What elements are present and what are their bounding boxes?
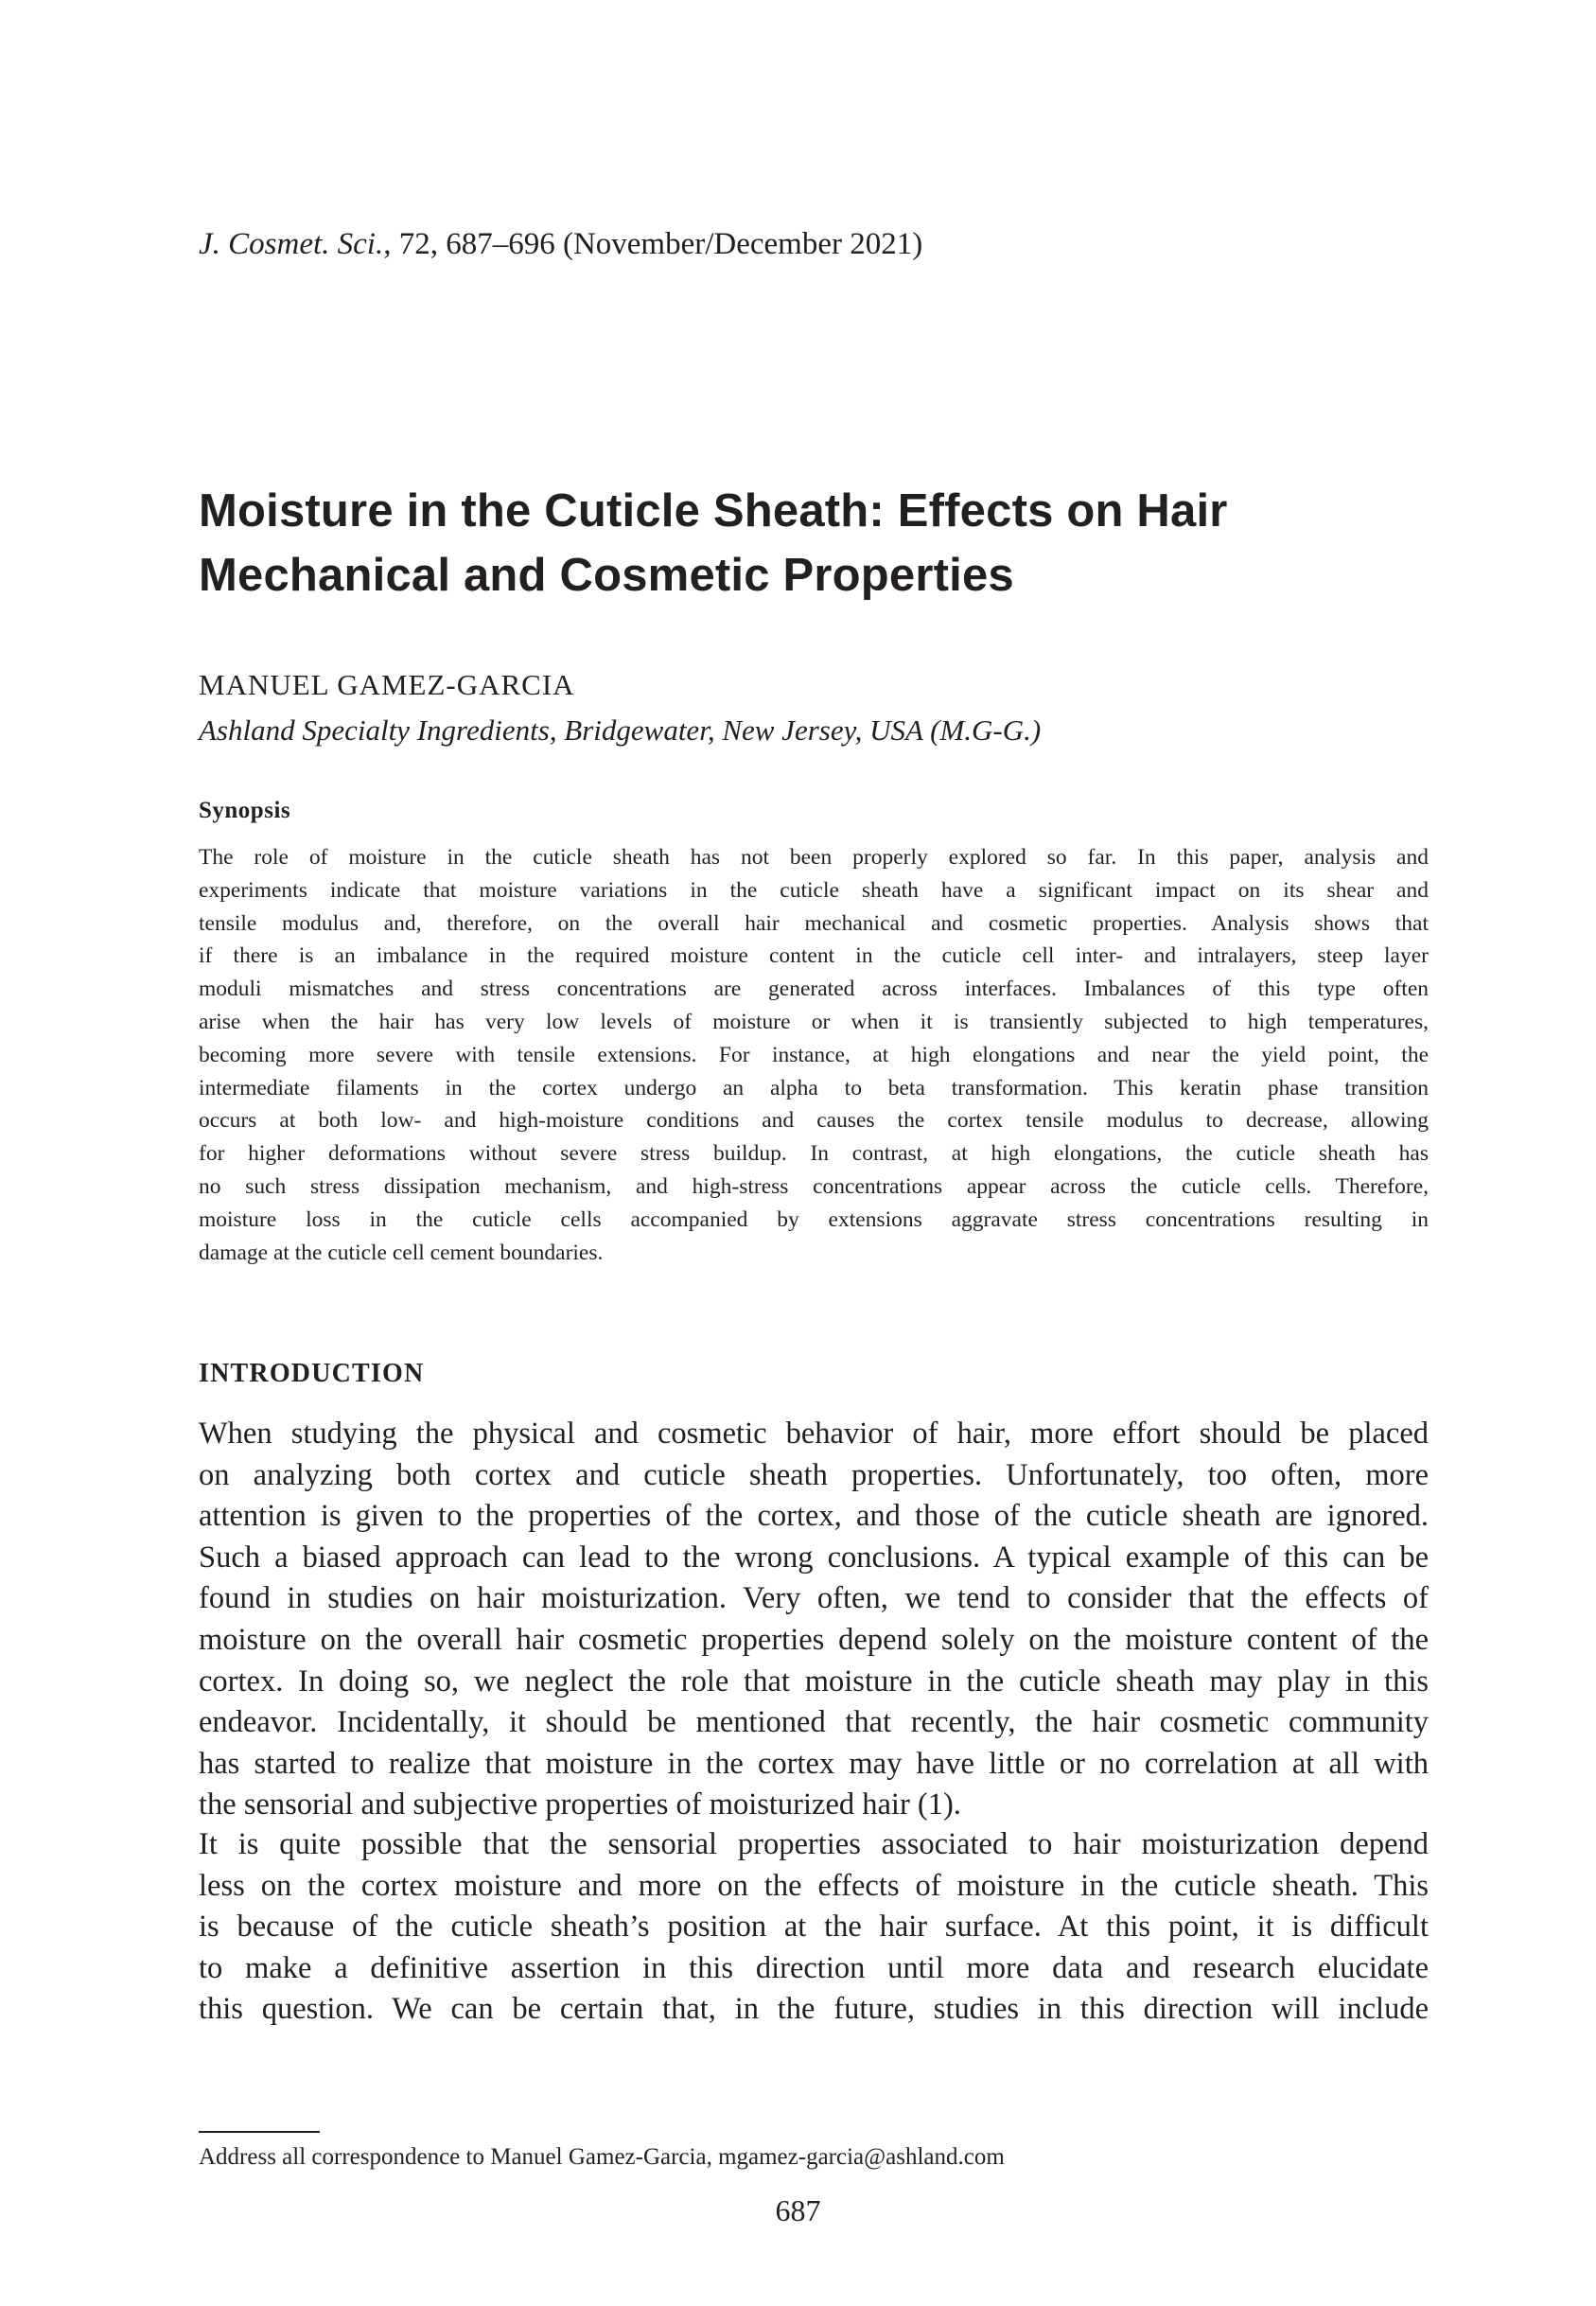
synopsis-line: experiments indicate that moisture variations in the cuticle sheath have a significant impact on its shear and xyxy=(199,877,1429,903)
introduction-heading: INTRODUCTION xyxy=(199,1359,425,1388)
paragraph-line: moisture on the overall hair cosmetic properties depend solely on the moisture content of the xyxy=(199,1622,1429,1657)
paragraph-line: found in studies on hair moisturization. Very often, we tend to consider that the effects of xyxy=(199,1581,1429,1616)
paragraph-line: cortex. In doing so, we neglect the role that moisture in the cuticle sheath may play in this xyxy=(199,1663,1429,1699)
article-title-line-2: Mechanical and Cosmetic Properties xyxy=(199,550,1014,601)
introduction-paragraph-1 xyxy=(199,1414,1429,1826)
synopsis-heading: Synopsis xyxy=(199,798,291,823)
paragraph-line: endeavor. Incidentally, it should be mentioned that recently, the hair cosmetic community xyxy=(199,1705,1429,1740)
author-affiliation: Ashland Specialty Ingredients, Bridgewater, New Jersey, USA (M.G-G.) xyxy=(199,713,1042,747)
synopsis-line: damage at the cuticle cell cement boundaries. xyxy=(199,1240,604,1265)
paragraph-line: less on the cortex moisture and more on the effects of moisture in the cuticle sheath. This xyxy=(199,1868,1429,1903)
paragraph-line: this question. We can be certain that, in the future, studies in this direction will include xyxy=(199,1992,1429,2027)
citation-details: , 72, 687–696 (November/December 2021) xyxy=(383,227,923,261)
journal-name: J. Cosmet. Sci. xyxy=(199,227,384,261)
synopsis-line: moduli mismatches and stress concentrations are generated across interfaces. Imbalances of this type often xyxy=(199,977,1429,1002)
correspondence-footnote: Address all correspondence to Manuel Gamez-Garcia, mgamez-garcia@ashland.com xyxy=(199,2144,1005,2170)
paragraph-line: the sensorial and subjective properties of moisturized hair (1). xyxy=(199,1787,961,1822)
paragraph-line: When studying the physical and cosmetic behavior of hair, more effort should be placed xyxy=(199,1417,1429,1451)
paragraph-line: on analyzing both cortex and cuticle sheath properties. Unfortunately, too often, more xyxy=(199,1457,1429,1492)
paragraph-line: is because of the cuticle sheath’s position at the hair surface. At this point, it is difficult xyxy=(199,1910,1429,1945)
paragraph-line: Such a biased approach can lead to the wrong conclusions. A typical example of this can be xyxy=(199,1540,1429,1575)
paragraph-line: to make a definitive assertion in this direction until more data and research elucidate xyxy=(199,1950,1429,1985)
paragraph-line: has started to realize that moisture in the cortex may have little or no correlation at all with xyxy=(199,1746,1429,1781)
synopsis-line: no such stress dissipation mechanism, and high-stress concentrations appear across the cuticle cells. Therefore, xyxy=(199,1173,1429,1199)
article-title xyxy=(199,479,1429,607)
paragraph-line: attention is given to the properties of the cortex, and those of the cuticle sheath are ignored. xyxy=(199,1499,1429,1534)
synopsis-line: intermediate filaments in the cortex undergo an alpha to beta transformation. This keratin phase transition xyxy=(199,1075,1429,1100)
footnote-divider xyxy=(199,2131,320,2133)
journal-citation xyxy=(199,223,922,265)
synopsis-line: occurs at both low- and high-moisture conditions and causes the cortex tensile modulus to decrease, allowing xyxy=(199,1108,1429,1134)
synopsis-line: moisture loss in the cuticle cells accompanied by extensions aggravate stress concentrations resulting in xyxy=(199,1206,1429,1232)
synopsis-line: arise when the hair has very low levels of moisture or when it is transiently subjected to high temperatures, xyxy=(199,1009,1429,1034)
synopsis-text xyxy=(199,841,1429,1269)
synopsis-line: for higher deformations without severe stress buildup. In contrast, at high elongations, the cuticle sheath has xyxy=(199,1141,1429,1167)
synopsis-line: becoming more severe with tensile extensions. For instance, at high elongations and near the yield point, the xyxy=(199,1042,1429,1067)
article-title-line-1: Moisture in the Cuticle Sheath: Effects on Hair xyxy=(199,485,1228,537)
synopsis-line: if there is an imbalance in the required moisture content in the cuticle cell inter- and intralayers, steep layer xyxy=(199,943,1429,969)
author-name: MANUEL GAMEZ-GARCIA xyxy=(199,668,575,701)
paragraph-line: It is quite possible that the sensorial properties associated to hair moisturization depend xyxy=(199,1827,1429,1861)
page-number: 687 xyxy=(775,2193,821,2227)
synopsis-line: tensile modulus and, therefore, on the overall hair mechanical and cosmetic properties. Analysis shows that xyxy=(199,910,1429,936)
synopsis-line: The role of moisture in the cuticle sheath has not been properly explored so far. In this paper, analysis and xyxy=(199,845,1429,870)
introduction-paragraph-2 xyxy=(199,1824,1429,2031)
